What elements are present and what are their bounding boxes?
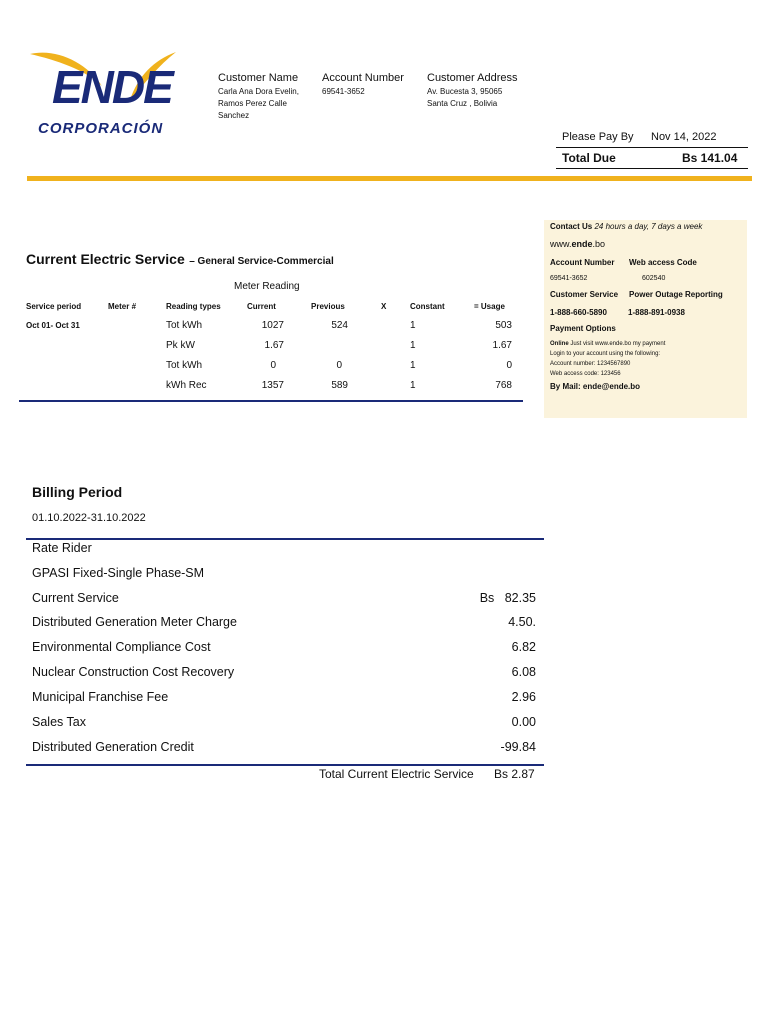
billing-title: Billing Period (32, 484, 123, 500)
by-mail-line (550, 382, 640, 391)
outage-label: Power Outage Reporting (629, 290, 723, 299)
charge-label: Distributed Generation Meter Charge (32, 615, 237, 629)
reading-current: 1.67 (264, 340, 284, 351)
reading-previous: 589 (331, 380, 348, 391)
customer-address-label: Customer Address (427, 72, 518, 84)
service-title (26, 251, 334, 269)
charge-value: -99.84 (500, 740, 536, 754)
total-service-value: Bs 2.87 (494, 767, 535, 781)
service-subtitle: – General Service-Commercial (189, 256, 334, 267)
contact-sidebar (544, 220, 747, 418)
col-usage: = Usage (474, 302, 505, 311)
billing-bottom-divider (26, 764, 544, 766)
online-line-2: Login to your account using the following: (550, 351, 661, 357)
charge-value: 6.82 (511, 640, 536, 654)
customer-address-value (427, 86, 502, 110)
website-link[interactable] (550, 239, 605, 249)
pay-by-label: Please Pay By (562, 131, 634, 143)
pay-by-divider (556, 147, 748, 148)
pay-by-value: Nov 14, 2022 (651, 131, 717, 143)
website-prefix: www. (550, 239, 572, 249)
customer-service-phone[interactable]: 1-888-660-5890 (550, 308, 607, 317)
col-current: Current (247, 302, 276, 311)
service-title-text: Current Electric Service (26, 251, 185, 267)
meter-reading-label: Meter Reading (234, 281, 300, 292)
col-constant: Constant (410, 302, 445, 311)
sidebar-account-value: 69541-3652 (550, 275, 588, 282)
col-service-period: Service period (26, 302, 82, 311)
charge-value: 4.50. (508, 615, 536, 629)
meter-table-divider (19, 400, 523, 402)
charge-label: Municipal Franchise Fee (32, 690, 169, 704)
rate-rider-label: Rate Rider (32, 541, 92, 555)
reading-current: 1027 (261, 320, 284, 331)
address-line: Av. Bucesta 3, 95065 (427, 87, 503, 96)
account-number-label: Account Number (322, 72, 404, 84)
reading-constant: 1 (410, 340, 416, 351)
col-previous: Previous (311, 302, 345, 311)
col-meter: Meter # (108, 302, 137, 311)
charge-label: Sales Tax (32, 715, 86, 729)
customer-name-line: Carla Ana Dora Evelin, (218, 87, 299, 96)
reading-type: kWh Rec (166, 380, 207, 391)
customer-name-line: Sanchez (218, 111, 250, 120)
reading-usage: 0 (506, 360, 512, 371)
customer-name-value (218, 86, 299, 122)
payment-options-label: Payment Options (550, 324, 616, 333)
outage-phone[interactable]: 1-888-891-0938 (628, 308, 685, 317)
charge-value: 0.00 (511, 715, 536, 729)
logo-wordmark: ENDE (52, 61, 172, 113)
reading-usage: 1.67 (492, 340, 512, 351)
reading-type: Pk kW (166, 340, 195, 351)
total-service-label: Total Current Electric Service (319, 767, 474, 781)
online-line-3: Account number: 1234567890 (550, 361, 631, 367)
contact-hours: 24 hours a day, 7 days a week (594, 222, 703, 231)
total-due-value: Bs 141.04 (682, 151, 738, 165)
customer-service-label: Customer Service (550, 290, 619, 299)
total-due-label: Total Due (562, 151, 616, 165)
billing-period-value: 01.10.2022-31.10.2022 (32, 512, 146, 524)
website-suffix: .bo (592, 239, 606, 249)
website-bold: ende (571, 239, 593, 249)
charge-value: 6.08 (511, 665, 536, 679)
reading-usage: 768 (495, 380, 512, 391)
charge-value: 2.96 (511, 690, 536, 704)
contact-us-label: Contact Us (550, 222, 593, 231)
online-line-4: Web access code: 123456 (550, 371, 621, 377)
charge-label: Distributed Generation Credit (32, 740, 194, 754)
mail-label: By Mail: (550, 382, 581, 391)
plan-label: GPASI Fixed-Single Phase-SM (32, 566, 205, 580)
header-gold-bar (27, 176, 752, 181)
service-period-value: Oct 01- Oct 31 (26, 321, 80, 330)
customer-name-label: Customer Name (218, 72, 299, 84)
col-reading-types: Reading types (166, 302, 221, 311)
customer-name-line: Ramos Perez Calle (218, 99, 287, 108)
sidebar-account-label: Account Number (550, 258, 615, 267)
reading-previous: 524 (331, 320, 348, 331)
sidebar-webcode-value: 602540 (642, 275, 666, 282)
total-due-divider (556, 168, 748, 169)
reading-constant: 1 (410, 360, 416, 371)
reading-previous: 0 (336, 360, 342, 371)
mail-value[interactable]: ende@ende.bo (582, 382, 641, 391)
charge-label: Current Service (32, 591, 119, 605)
charge-value: Bs 82.35 (479, 591, 536, 605)
logo-subtitle: CORPORACIÓN (38, 120, 164, 137)
reading-current: 0 (270, 360, 276, 371)
company-logo (26, 46, 196, 146)
reading-constant: 1 (410, 320, 416, 331)
address-line: Santa Cruz , Bolivia (427, 99, 498, 108)
online-line (550, 341, 665, 347)
reading-type: Tot kWh (166, 360, 203, 371)
charge-label: Nuclear Construction Cost Recovery (32, 665, 235, 679)
sidebar-webcode-label: Web access Code (629, 258, 697, 267)
reading-constant: 1 (410, 380, 416, 391)
online-text: Just visit www.ende.bo my payment (570, 341, 666, 347)
billing-top-divider (26, 538, 544, 540)
account-number-value: 69541-3652 (322, 87, 365, 96)
contact-us-line (550, 222, 702, 231)
col-x: X (381, 302, 387, 311)
reading-type: Tot kWh (166, 320, 203, 331)
reading-current: 1357 (261, 380, 284, 391)
reading-usage: 503 (495, 320, 512, 331)
charge-label: Environmental Compliance Cost (32, 640, 211, 654)
online-label: Online (550, 341, 569, 347)
